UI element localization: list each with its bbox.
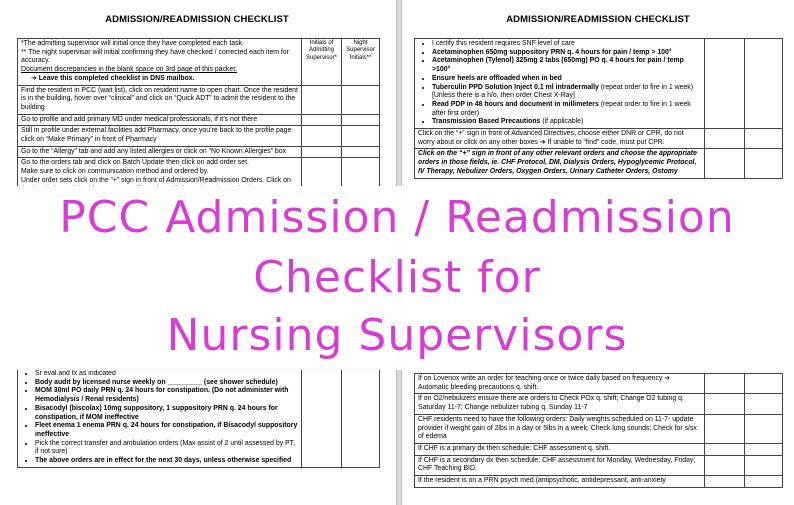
table-row: Go to profile and add primary MD under medical professionals, if it’s not there (18, 114, 380, 126)
list-item: • Sr eval and tx as indicated (35, 370, 298, 379)
admitting-initials-cell[interactable] (705, 149, 745, 178)
night-initials-cell[interactable] (342, 146, 380, 158)
list-item: • Fleet enema 1 enema PRN q. 24 hours for constipation, if Bisacodyl suppository ineffective (35, 422, 298, 439)
list-item: • Ensure heels are offloaded when in bed (432, 75, 701, 84)
night-initials-cell[interactable] (342, 85, 380, 114)
table-row: If CHF is a primary dx then schedule: CHF assessment q. shift. (415, 443, 783, 455)
table-row (18, 369, 380, 468)
table-row: If CHF is a secondary dx then schedule: CHF assessment for Monday, Wednesday, Friday; CHF Teaching BID. (415, 455, 783, 475)
admitting-initials-cell[interactable] (705, 374, 745, 394)
table-header-row (18, 39, 380, 86)
admitting-initials-cell[interactable] (302, 126, 342, 146)
night-initials-cell[interactable] (745, 443, 783, 455)
table-row: Go to the “Allergy” tab and add any listed allergies or click on “No Known Allergies” box (18, 146, 380, 158)
table-row: Click on the “+” sign in front of any other relevant orders and choose the appropriate orders in those fields, ie. CHF Protocol, DM, Dialysis Orders, Hypoglycemic Protocol, IV Therapy, Nebulizer Orders, Oxygen Orders, Urinary Catheter Orders, Ostomy (415, 149, 783, 178)
admitting-initials-cell[interactable] (302, 114, 342, 126)
list-item: • Tuberculin PPD Solution Inject 0.1 ml intradermally (repeat order to fire in 1 week) [Unless there is a h/o, then order Chest X-Ray] (432, 84, 701, 101)
admitting-initials-cell[interactable] (705, 129, 745, 149)
night-initials-cell[interactable] (342, 369, 380, 468)
night-initials-cell[interactable] (745, 414, 783, 443)
admitting-initials-cell[interactable] (705, 443, 745, 455)
banner-line-1: PCC Admission / Readmission (59, 192, 735, 243)
left-page-title: ADMISSION/READMISSION CHECKLIST (105, 14, 289, 25)
list-item: • Pick the correct transfer and ambulation orders (Max assist of 2 until assessed by PT, if not sure) (35, 440, 298, 457)
right-order-list (414, 373, 782, 488)
night-initials-cell[interactable] (342, 126, 380, 146)
table-row: CHF residents need to have the following orders: Daily weights scheduled on 11-7- update provider if weight gain of 2lbs in a day or 5lbs in a week; Check lung sounds; Check for s/sx of edema (415, 414, 783, 443)
list-item: • Acetaminophen (Tylenol) 325mg 2 tabs (650mg) PO q. 4 hours for pain / temp >100° (432, 57, 701, 74)
right-checklist-table (414, 38, 782, 179)
left-order-list (17, 368, 379, 468)
admitting-initials-cell[interactable] (705, 455, 745, 475)
banner-line-2: Checklist for (253, 252, 541, 303)
night-initials-cell[interactable] (745, 149, 783, 178)
list-item: • I certify this resident requires SNF level of care (432, 40, 701, 49)
left-checklist-table (17, 38, 379, 196)
night-initials-cell[interactable] (745, 455, 783, 475)
admitting-initials-cell[interactable] (302, 146, 342, 158)
night-initials-cell[interactable] (745, 476, 783, 488)
table-row: Click on the “+” sign in front of Advanced Directives, choose either DNR or CPR, do not worry about or click on any other boxes ➔ If unable to “find” code, must put CPR. (415, 129, 783, 149)
title-banner (0, 186, 794, 370)
instructions-cell: *The admitting supervisor will initial once they have completed each task. ** The night supervisor will initial confirming they have checked / corrected each item for accuracy. Document discrepancies in the blank space on 3rd page of this packet. ➔ Leave this completed checklist in DNS mailbox. (18, 39, 302, 86)
table-row (415, 39, 783, 129)
list-item: • Bisacodyl (biscolax) 10mg suppository, 1 suppository PRN q. 24 hours for constipation, if MOM ineffective (35, 405, 298, 422)
banner-line-3: Nursing Supervisors (166, 310, 628, 361)
admitting-initials-header: Initials of Admitting Supervisor* (302, 39, 342, 86)
table-row: If the resident is on a PRN psych med (antipsychotic, antidepressant, anti-anxiety (415, 476, 783, 488)
admitting-initials-cell[interactable] (302, 369, 342, 468)
night-initials-cell[interactable] (745, 394, 783, 414)
table-row: Still in profile under external facilities add Pharmacy, once you’re back to the profile page click on “Make Primary” in front of Pharmacy (18, 126, 380, 146)
table-row: If on O2/nebulizers ensure there are orders to Check POx q. shift; Change O2 tubing q. Saturday 11-7; Change nebulizer tubing q. Sunday 11-7 (415, 394, 783, 414)
admitting-initials-cell[interactable] (705, 39, 745, 129)
list-item: • Acetaminophen 650mg suppository PRN q. 4 hours for pain / temp > 100° (432, 49, 701, 58)
admitting-initials-cell[interactable] (705, 394, 745, 414)
list-item: • Transmission Based Precautions (if applicable) (432, 118, 701, 127)
admitting-initials-cell[interactable] (302, 85, 342, 114)
right-page-title: ADMISSION/READMISSION CHECKLIST (506, 14, 690, 25)
admitting-initials-cell[interactable] (705, 476, 745, 488)
table-row: If on Lovenox write an order for teaching once or twice daily based on frequency ➔ Automatic bleeding precautions q. shift. (415, 374, 783, 394)
night-initials-cell[interactable] (745, 374, 783, 394)
night-initials-header: Night Supervisor Initials** (342, 39, 380, 86)
night-initials-cell[interactable] (745, 129, 783, 149)
table-row: Go to the orders tab and click on Batch Update then click on add order set. Make sure to click on communication method and ordered by. Under order sets click on the “+” sign in front of Admission/Readmission Orders. Click on (18, 158, 380, 196)
admitting-initials-cell[interactable] (705, 414, 745, 443)
night-initials-cell[interactable] (342, 114, 380, 126)
list-item: • MOM 30ml PO daily PRN q. 24 hours for constipation. (Do not administer with Hemodialysis / Renal residents) (35, 387, 298, 404)
list-item: • Read PDP in 48 hours and document in millimeters (repeat order to fire in 1 week after first order) (432, 101, 701, 118)
list-item: • Body audit by licensed nurse weekly on _________ (see shower schedule) (35, 379, 298, 388)
table-row: Find the resident in PCC (wait list), click on resident name to open chart. Once the resident is in the building, hover over “clinical” and click on “Quick ADT” to admit the resident to the building (18, 85, 380, 114)
list-item: • The above orders are in effect for the next 30 days, unless otherwise specified (35, 457, 298, 466)
night-initials-cell[interactable] (745, 39, 783, 129)
